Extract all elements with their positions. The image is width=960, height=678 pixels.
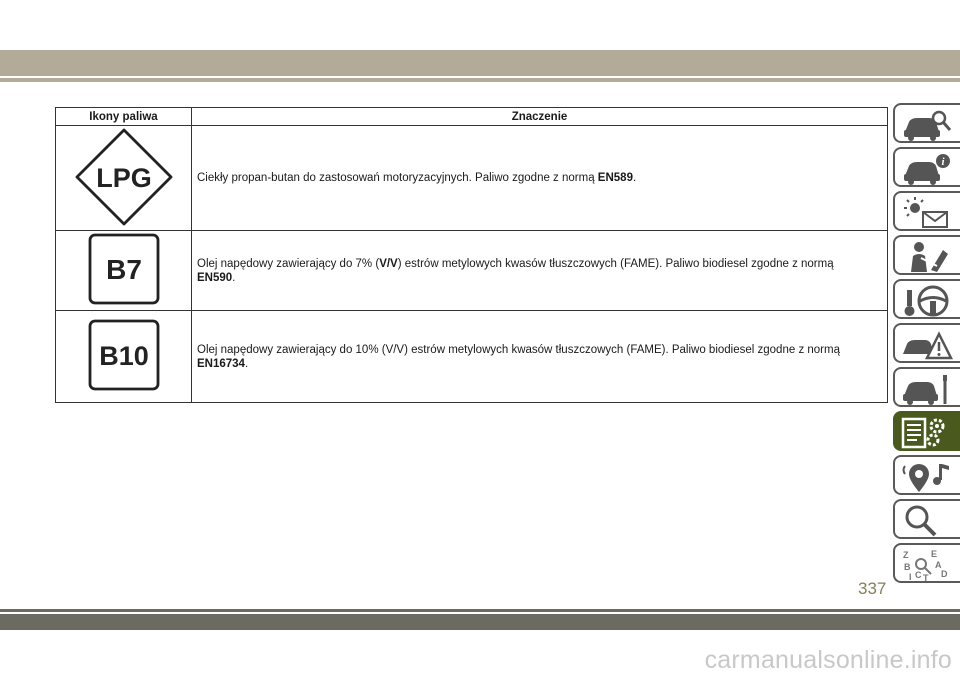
svg-text:I: I bbox=[909, 572, 912, 582]
header-line bbox=[0, 78, 960, 82]
b7-description-mid: ) estrów metylowych kwasów tłuszczowych (FAME). Paliwo biodiesel zgodne z normą bbox=[397, 257, 834, 270]
b10-icon bbox=[88, 319, 160, 391]
svg-text:C: C bbox=[915, 570, 922, 580]
tab-maintenance[interactable] bbox=[893, 367, 960, 407]
table-row bbox=[56, 231, 888, 311]
b7-icon-cell bbox=[56, 231, 192, 311]
b10-icon-label: B10 bbox=[98, 341, 149, 371]
header-fuel-icons: Ikony paliwa bbox=[56, 108, 192, 126]
lpg-description-text: Ciekły propan-butan do zastosowań motoryzacyjnych. Paliwo zgodne z normą bbox=[197, 172, 598, 184]
footer-line bbox=[0, 609, 960, 612]
footer-band bbox=[0, 614, 960, 630]
b10-description-end: . bbox=[244, 357, 249, 370]
b7-volume-unit: V/V bbox=[379, 257, 398, 270]
tab-car-magnifier[interactable] bbox=[893, 103, 960, 143]
b7-norm: EN590 bbox=[197, 271, 233, 284]
b10-norm: EN16734 bbox=[197, 357, 245, 370]
tab-driving[interactable] bbox=[893, 279, 960, 319]
car-magnifier-icon bbox=[901, 108, 953, 142]
warning-light-envelope-icon bbox=[901, 196, 953, 230]
steering-wheel-icon bbox=[901, 284, 953, 318]
car-wrench-icon bbox=[901, 372, 953, 406]
svg-text:A: A bbox=[935, 560, 942, 570]
watermark-text: carmanualsonline.info bbox=[704, 646, 952, 674]
b10-icon-cell bbox=[56, 311, 192, 403]
fuel-icons-table bbox=[55, 107, 888, 403]
page-number: 337 bbox=[858, 579, 887, 598]
header-meaning: Znaczenie bbox=[192, 108, 888, 126]
lpg-description bbox=[192, 126, 888, 231]
tab-multimedia[interactable] bbox=[893, 455, 960, 495]
b10-description bbox=[192, 311, 888, 403]
svg-text:Z: Z bbox=[903, 550, 909, 560]
b7-description-end: . bbox=[232, 271, 236, 284]
table-header-row bbox=[56, 108, 888, 126]
tab-index[interactable] bbox=[893, 543, 960, 583]
tab-emergency[interactable] bbox=[893, 323, 960, 363]
header-band bbox=[0, 50, 960, 76]
lpg-icon-label: LPG bbox=[95, 162, 152, 193]
media-location-icon bbox=[901, 460, 953, 494]
svg-text:B: B bbox=[904, 562, 911, 572]
search-icon bbox=[901, 504, 953, 538]
tab-technical-specifications[interactable] bbox=[893, 411, 960, 451]
car-info-icon bbox=[901, 152, 953, 186]
table-row bbox=[56, 311, 888, 403]
tab-safety[interactable] bbox=[893, 235, 960, 275]
lpg-norm: EN589 bbox=[597, 172, 633, 184]
tab-car-info[interactable] bbox=[893, 147, 960, 187]
b7-icon-label: B7 bbox=[105, 254, 142, 285]
lpg-icon-cell bbox=[56, 126, 192, 231]
tab-warning-lights[interactable] bbox=[893, 191, 960, 231]
svg-text:E: E bbox=[931, 549, 938, 559]
svg-text:D: D bbox=[941, 569, 948, 579]
lpg-icon bbox=[74, 127, 174, 227]
b7-description bbox=[192, 231, 888, 311]
tab-search[interactable] bbox=[893, 499, 960, 539]
person-airbag-icon bbox=[901, 240, 953, 274]
table-row bbox=[56, 126, 888, 231]
svg-text:i: i bbox=[941, 156, 945, 168]
lpg-description-end: . bbox=[632, 172, 637, 184]
b7-description-text: Olej napędowy zawierający do 7% ( bbox=[197, 257, 380, 270]
car-crash-warning-icon bbox=[901, 328, 953, 362]
alphabet-index-icon bbox=[901, 548, 953, 582]
b7-icon bbox=[88, 233, 160, 305]
svg-text:T: T bbox=[923, 573, 929, 582]
b10-description-text: Olej napędowy zawierający do 10% (V/V) estrów metylowych kwasów tłuszczowych (FAME). Paliwo biodiesel zgodne z normą bbox=[197, 343, 840, 356]
specs-gear-icon bbox=[901, 416, 953, 450]
